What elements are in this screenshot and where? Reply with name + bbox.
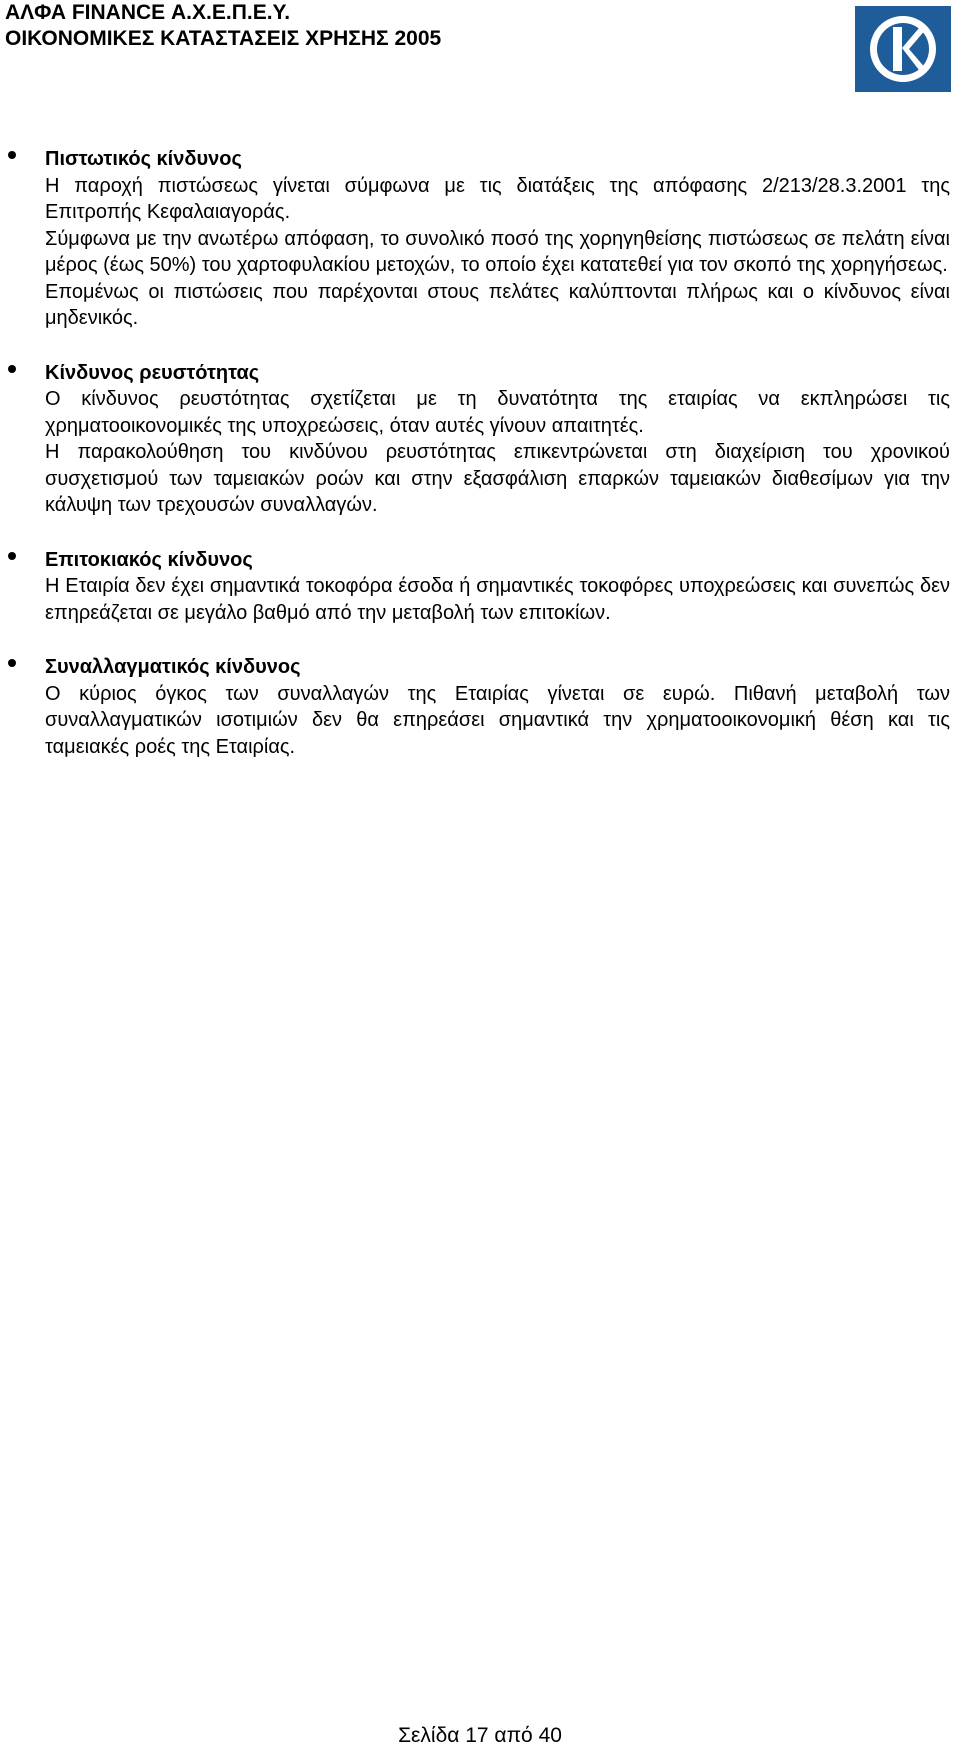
section-title: Επιτοκιακός κίνδυνος [45, 548, 253, 571]
paragraph: Η Εταιρία δεν έχει σημαντικά τοκοφόρα έσοδα ή σημαντικές τοκοφόρες υποχρεώσεις και συνεπώς δεν επηρεάζεται σε μεγάλο βαθμό από την μεταβολή των επιτοκίων. [45, 575, 950, 624]
bullet-icon [8, 151, 16, 159]
paragraph: Ο κίνδυνος ρευστότητας σχετίζεται με τη δυνατότητα της εταιρίας να εκπληρώσει τις χρηματοοικονομικές της υποχρεώσεις, όταν αυτές γίνουν απαιτητές. [45, 388, 950, 437]
risk-sections [0, 146, 960, 788]
bullet-icon [8, 552, 16, 560]
paragraph: Η παροχή πιστώσεως γίνεται σύμφωνα με τις διατάξεις της απόφασης 2/213/28.3.2001 της Επιτροπής Κεφαλαιαγοράς. [45, 174, 950, 223]
page-number: Σελίδα 17 από 40 [398, 1724, 562, 1747]
alpha-logo-icon [855, 6, 951, 92]
section-liquidity-risk [0, 360, 960, 519]
section-interest-rate-risk [0, 547, 960, 627]
paragraph: Σύμφωνα με την ανωτέρω απόφαση, το συνολικό ποσό της χορηγηθείσης πιστώσεως σε πελάτη είναι μέρος (έως 50%) του χαρτοφυλακίου μετοχών, το οποίο έχει κατατεθεί για τον σκοπό της χορηγήσεως. [45, 227, 950, 276]
section-title: Κίνδυνος ρευστότητας [45, 361, 260, 384]
document-subtitle: ΟΙΚΟΝΟΜΙΚΕΣ ΚΑΤΑΣΤΑΣΕΙΣ ΧΡΗΣΗΣ 2005 [5, 27, 442, 50]
paragraph: Επομένως οι πιστώσεις που παρέχονται στους πελάτες καλύπτονται πλήρως και ο κίνδυνος είναι μηδενικός. [45, 280, 950, 329]
bullet-icon [8, 659, 16, 667]
company-name: ΑΛΦΑ FINANCE Α.Χ.Ε.Π.Ε.Υ. [5, 1, 291, 24]
section-credit-risk [0, 146, 960, 332]
section-title: Συναλλαγματικός κίνδυνος [45, 656, 301, 678]
paragraph: Ο κύριος όγκος των συναλλαγών της Εταιρίας γίνεται σε ευρώ. Πιθανή μεταβολή των συναλλαγματικών ισοτιμιών δεν θα επηρεάσει σημαντικά την χρηματοοικονομική θέση και τις ταμειακές ροές της Εταιρίας. [45, 682, 950, 758]
section-title: Πιστωτικός κίνδυνος [45, 148, 242, 170]
paragraph: Η παρακολούθηση του κινδύνου ρευστότητας επικεντρώνεται στη διαχείριση του χρονικού συσχετισμού των ταμειακών ροών και στην εξασφάλιση επαρκών ταμειακών διαθεσίμων για την κάλυψη των τρεχουσών συναλλαγών. [45, 441, 950, 516]
page-header [5, 0, 825, 52]
section-currency-risk [0, 654, 960, 760]
bullet-icon [8, 365, 16, 373]
